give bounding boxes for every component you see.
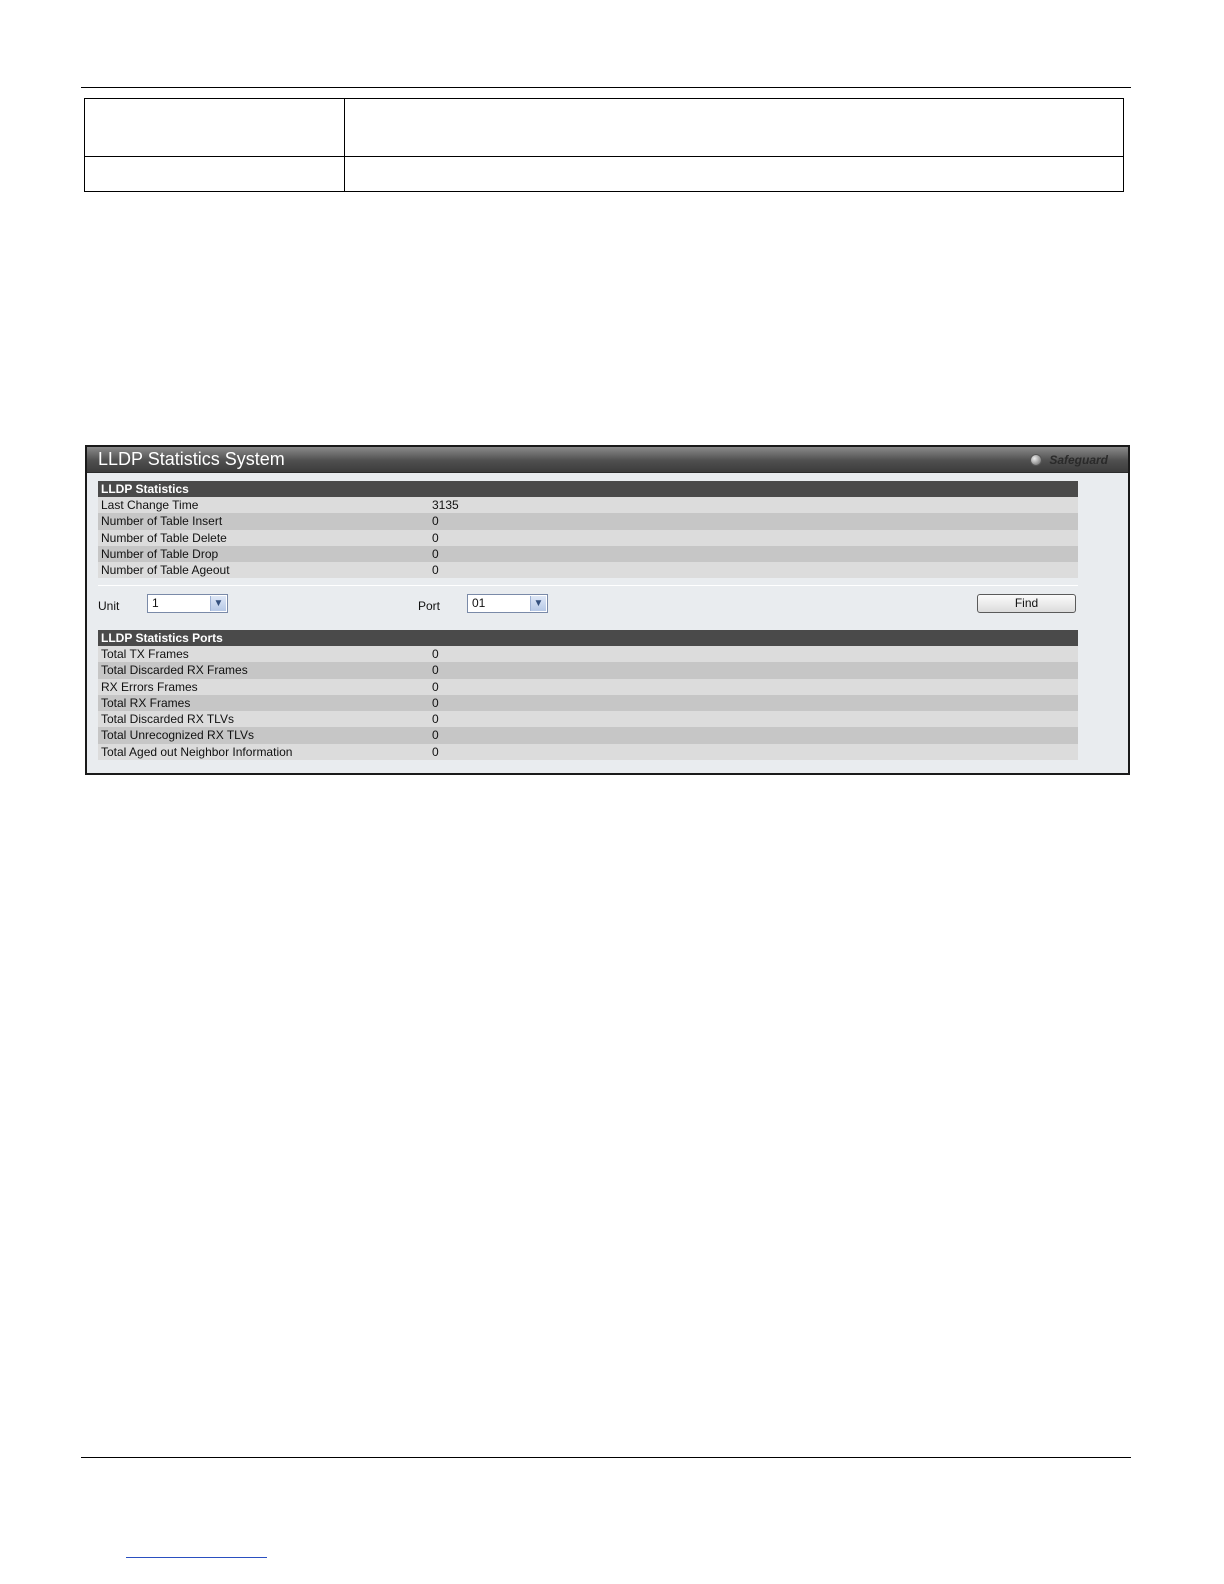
stat-value: 0 xyxy=(432,744,439,759)
section-divider xyxy=(98,585,1078,586)
table-row xyxy=(85,99,1124,157)
footer-rule xyxy=(81,1457,1131,1458)
ports-statistics-section xyxy=(98,630,1078,760)
safeguard-label: Safeguard xyxy=(1049,453,1108,467)
port-select[interactable] xyxy=(467,594,548,613)
stat-row xyxy=(98,727,1078,743)
stat-value: 0 xyxy=(432,695,439,710)
chevron-down-icon[interactable]: ▼ xyxy=(210,596,226,611)
stat-value: 0 xyxy=(432,663,439,678)
table-cell xyxy=(345,157,1124,192)
port-label: Port xyxy=(418,599,441,613)
stat-label: Last Change Time xyxy=(101,498,199,512)
panel-titlebar xyxy=(87,447,1128,473)
chevron-down-icon[interactable]: ▼ xyxy=(530,596,546,611)
stat-row xyxy=(98,562,1078,578)
stat-row xyxy=(98,744,1078,760)
ports-statistics-header: LLDP Statistics Ports xyxy=(98,630,1078,646)
stat-row xyxy=(98,662,1078,678)
safeguard-led-icon xyxy=(1030,454,1042,466)
footer-link-underline[interactable] xyxy=(126,1557,267,1558)
stat-value: 3135 xyxy=(432,498,459,512)
stat-value: 0 xyxy=(432,530,439,545)
stat-label: Number of Table Insert xyxy=(101,514,223,529)
table-row xyxy=(85,157,1124,192)
stat-row xyxy=(98,497,1078,513)
port-select-value: 01 xyxy=(472,596,486,610)
stat-row xyxy=(98,711,1078,727)
stat-row xyxy=(98,513,1078,529)
safeguard-indicator xyxy=(1030,453,1108,467)
stat-value: 0 xyxy=(432,647,439,661)
unit-select-value: 1 xyxy=(152,596,159,610)
stat-label: Number of Table Ageout xyxy=(101,563,230,578)
stat-label: Total RX Frames xyxy=(101,695,191,710)
stat-label: Total Unrecognized RX TLVs xyxy=(101,728,254,743)
unit-label: Unit xyxy=(98,599,120,613)
stat-label: Total Aged out Neighbor Information xyxy=(101,744,293,759)
table-cell xyxy=(85,99,345,157)
stat-row xyxy=(98,646,1078,662)
parameter-table xyxy=(84,98,1124,192)
panel-title: LLDP Statistics System xyxy=(98,449,285,469)
stat-label: Total Discarded RX TLVs xyxy=(101,712,234,727)
find-button[interactable]: Find xyxy=(977,594,1076,613)
port-filter-controls xyxy=(87,593,1128,617)
lldp-statistics-panel xyxy=(85,445,1130,775)
stat-value: 0 xyxy=(432,728,439,743)
stat-value: 0 xyxy=(432,712,439,727)
stat-label: Total TX Frames xyxy=(101,647,189,661)
stat-value: 0 xyxy=(432,546,439,561)
stat-label: Total Discarded RX Frames xyxy=(101,663,248,678)
table-cell xyxy=(85,157,345,192)
stat-row xyxy=(98,695,1078,711)
system-statistics-header: LLDP Statistics xyxy=(98,481,1078,497)
header-rule xyxy=(81,87,1131,88)
system-statistics-section xyxy=(98,481,1078,578)
stat-value: 0 xyxy=(432,679,439,694)
stat-row xyxy=(98,546,1078,562)
stat-label: Number of Table Delete xyxy=(101,530,227,545)
stat-label: Number of Table Drop xyxy=(101,546,219,561)
table-cell xyxy=(345,99,1124,157)
stat-label: RX Errors Frames xyxy=(101,679,198,694)
stat-row xyxy=(98,679,1078,695)
unit-select[interactable] xyxy=(147,594,228,613)
stat-value: 0 xyxy=(432,514,439,529)
stat-value: 0 xyxy=(432,563,439,578)
stat-row xyxy=(98,530,1078,546)
